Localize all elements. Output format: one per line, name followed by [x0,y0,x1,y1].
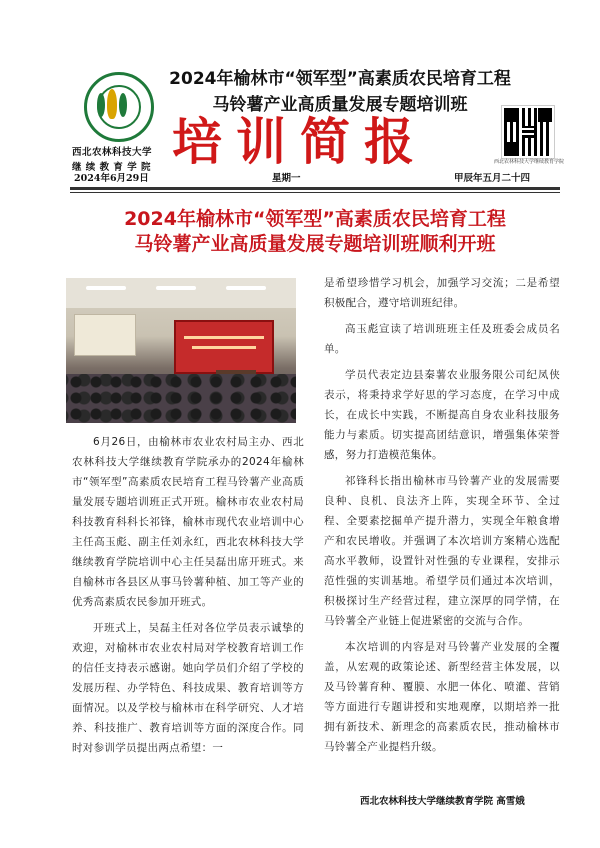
university-name-line2: 继 续 教 育 学 院 [72,162,152,173]
article-paragraph: 祁锋科长指出榆林市马铃薯产业的发展需要良种、良机、良法齐上阵，实现全环节、全过程、全要素挖掘单产提升潜力，实现全年粮食增产和农民增收。并强调了本次培训方案精心选配高水平教师，设置针对性强的专业课程，安排示范性强的实训基地。希望学员们通过本次培训，积极探讨生产经营过程，建立深厚的同学情，在马铃薯全产业链上促进紧密的交流与合作。 [324,475,560,627]
qr-code-icon [502,106,554,158]
article-byline: 西北农林科技大学继续教育学院 高雪娥 [360,796,525,807]
article-paragraph: 本次培训的内容是对马铃薯产业发展的全覆盖，从宏观的政策论述、新型经营主体发展，以及马铃薯育种、覆膜、水肥一体化、喷灌、营销等方面进行专题讲授和实地观摩，以期培养一批拥有新技术、新理念的高素质农民，推动榆林市马铃薯全产业提档升级。 [324,641,560,753]
headline-line2: 马铃薯产业高质量发展专题培训班顺利开班 [134,233,496,255]
header-divider [70,187,560,190]
qr-caption: 西北农林科技大学继续教育学院 [494,159,565,165]
article-headline [60,207,570,257]
issue-lunar-date: 甲辰年五月二十四 [454,173,531,184]
header-divider-thin [70,192,560,193]
university-emblem-icon [84,72,154,142]
date-row [72,170,560,186]
article-paragraph: 开班式上，吴磊主任对各位学员表示诚挚的欢迎，对榆林市农业农村局对学校教育培训工作的信任支持表示感谢。她向学员们介绍了学校的发展历程、办学特色、科技成果、教育培训等方面情况。以及学校与榆林市在科学研究、人才培养、科技推广、教育培训等方面的深度合作。同时对参训学员提出两点希望：一 [72,622,304,754]
article-left-column [72,432,304,764]
article-paragraph: 是希望珍惜学习机会，加强学习交流；二是希望积极配合，遵守培训班纪律。 [324,277,560,309]
program-title-line2: 马铃薯产业高质量发展专题培训班 [212,95,468,115]
article-paragraph: 6月26日，由榆林市农业农村局主办、西北农林科技大学继续教育学院承办的2024年榆林市“领军型”高素质农民培育工程马铃薯产业高质量发展专题培训班正式开班。榆林市农业农村局科技教育科科长祁锋，榆林市现代农业培训中心主任高玉彪、副主任刘永红，西北农林科技大学继续教育学院培训中心主任吴磊出席开班式。来自榆林市各县区从事马铃薯种植、加工等产业的优秀高素质农民参加开班式。 [72,436,304,608]
newsletter-header [0,0,600,190]
opening-ceremony-photo [66,278,296,423]
issue-date: 2024年6月29日 [74,173,149,184]
masthead: 培训简报 [172,112,428,171]
article-paragraph: 高玉彪宣读了培训班班主任及班委会成员名单。 [324,323,560,355]
headline-line1: 2024年榆林市“领军型”高素质农民培育工程 [124,208,506,230]
university-name-line1: 西北农林科技大学 [72,147,153,158]
program-title-line1: 2024年榆林市“领军型”高素质农民培育工程 [169,69,511,89]
article-paragraph: 学员代表定边县秦薯农业服务限公司纪凤侠表示，将秉持求学好思的学习态度，在学习中成长，在成长中实践，不断提高自身农业科技服务能力与素质。切实提高团结意识，增强集体荣誉感，努力打造模范集体。 [324,369,560,461]
issue-weekday: 星期一 [272,173,301,184]
article-right-column [324,273,560,763]
